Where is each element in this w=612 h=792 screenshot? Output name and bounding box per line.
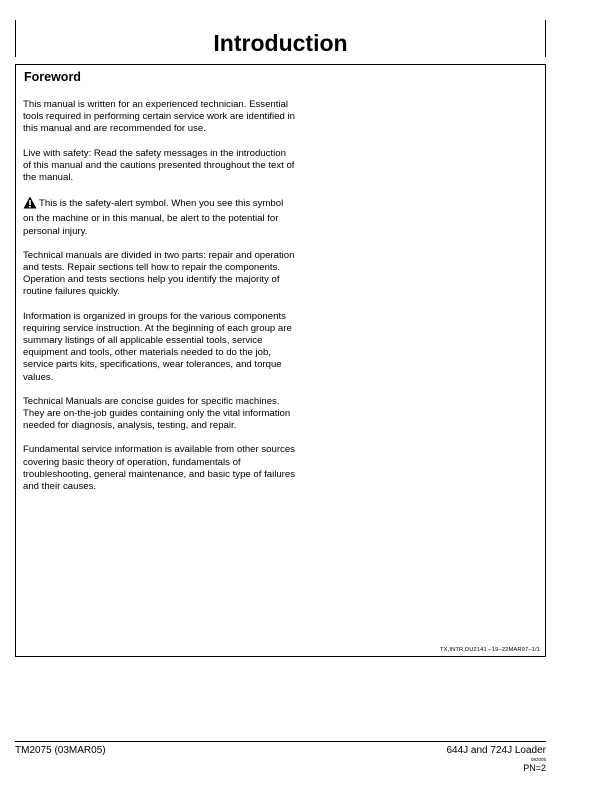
reference-code: TX,INTR,DU2141 –19–22MAR97–1/1 [440,647,540,653]
body-text [23,99,295,505]
product-name: 644J and 724J Loader [446,745,546,756]
paragraph-2: Live with safety: Read the safety messages in the introduction of this manual and the cautions presented throughout the text of the manual. [23,147,295,184]
section-heading: Foreword [24,70,81,84]
footer-divider [15,741,546,742]
content-frame [15,64,546,657]
safety-alert-icon [23,196,37,213]
page-number: PN=2 [523,763,546,773]
footer-right [446,745,546,773]
page-title: Introduction [213,30,348,56]
paragraph-3 [23,196,295,238]
paragraph-4: Technical manuals are divided in two parts: repair and operation and tests. Repair sections tell how to repair the components. Operation and tests sections help you identify the majority of routine failures quickly. [23,249,295,298]
paragraph-1: This manual is written for an experienced technician. Essential tools required in performing certain service work are identified in this manual and are recommended for use. [23,99,295,135]
paragraph-6: Technical Manuals are concise guides for specific machines. They are on-the-job guides containing only the vital information needed for diagnosis, analysis, testing, and repair. [23,395,291,432]
paragraph-5: Information is organized in groups for the various components requiring service instruction. At the beginning of each group are summary listings of all applicable essential tools, service equipment and tools, other materials needed to do the job, service parts kits, specifications, wear tolerances, and torque values. [23,310,292,383]
safety-alert-text: This is the safety-alert symbol. When you see this symbol on the machine or in this manual, be alert to the potential for personal injury. [23,198,284,237]
paragraph-7: Fundamental service information is available from other sources covering basic theory of operation, fundamentals of troubleshooting, general maintenance, and basic type of failures and their causes. [23,444,295,493]
manual-id: TM2075 (03MAR05) [15,745,106,756]
date-code: 092005 [530,757,546,762]
title-bar [15,20,546,57]
